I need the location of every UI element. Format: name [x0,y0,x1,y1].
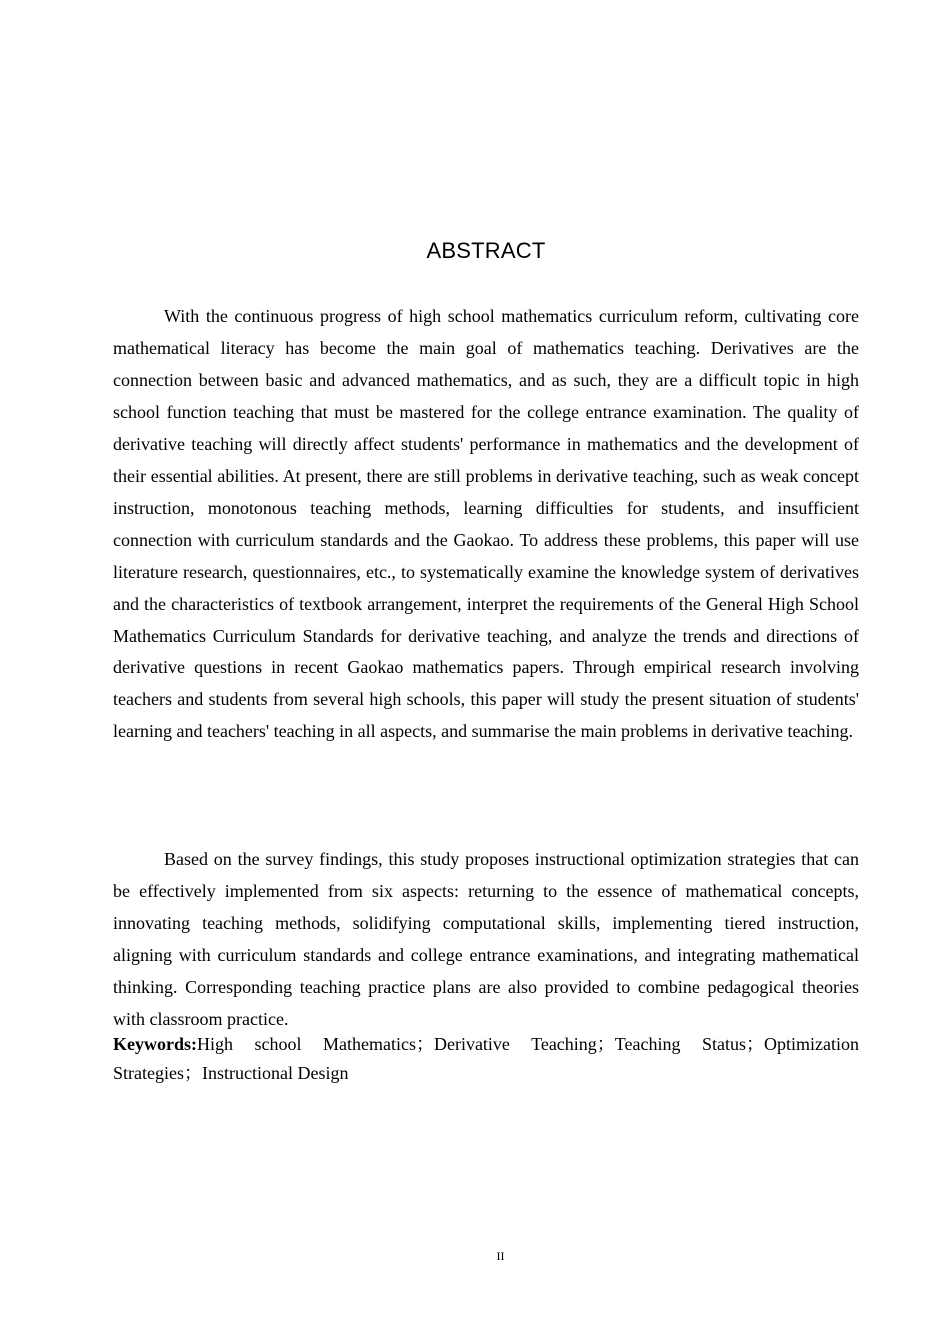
keywords-line [113,1030,859,1088]
keywords-label: Keywords: [113,1034,197,1054]
keywords-text: High school Mathematics；Derivative Teaching；Teaching Status；Optimization Strategies；Instructional Design [113,1034,859,1083]
abstract-title: ABSTRACT [426,238,546,263]
page-number: II [496,1249,505,1263]
abstract-paragraph-1: With the continuous progress of high school mathematics curriculum reform, cultivating core mathematical literacy has become the main goal of mathematics teaching. Derivatives are the connection between basic and advanced mathematics, and as such, they are a difficult topic in high school function teaching that must be mastered for the college entrance examination. The quality of derivative teaching will directly affect students' performance in mathematics and the development of their essential abilities. At present, there are still problems in derivative teaching, such as weak concept instruction, monotonous teaching methods, learning difficulties for students, and insufficient connection with curriculum standards and the Gaokao. To address these problems, this paper will use literature research, questionnaires, etc., to systematically examine the knowledge system of derivatives and the characteristics of textbook arrangement, interpret the requirements of the General High School Mathematics Curriculum Standards for derivative teaching, and analyze the trends and directions of derivative questions in recent Gaokao mathematics papers. Through empirical research involving teachers and students from several high schools, this paper will study the present situation of students' learning and teachers' teaching in all aspects, and summarise the main problems in derivative teaching. [113,306,859,742]
abstract-paragraph-2: Based on the survey findings, this study proposes instructional optimization strategies that can be effectively implemented from six aspects: returning to the essence of mathematical concepts, innovating teaching methods, solidifying computational skills, implementing tiered instruction, aligning with curriculum standards and college entrance examinations, and integrating mathematical thinking. Corresponding teaching practice plans are also provided to combine pedagogical theories with classroom practice. [113,849,859,1029]
